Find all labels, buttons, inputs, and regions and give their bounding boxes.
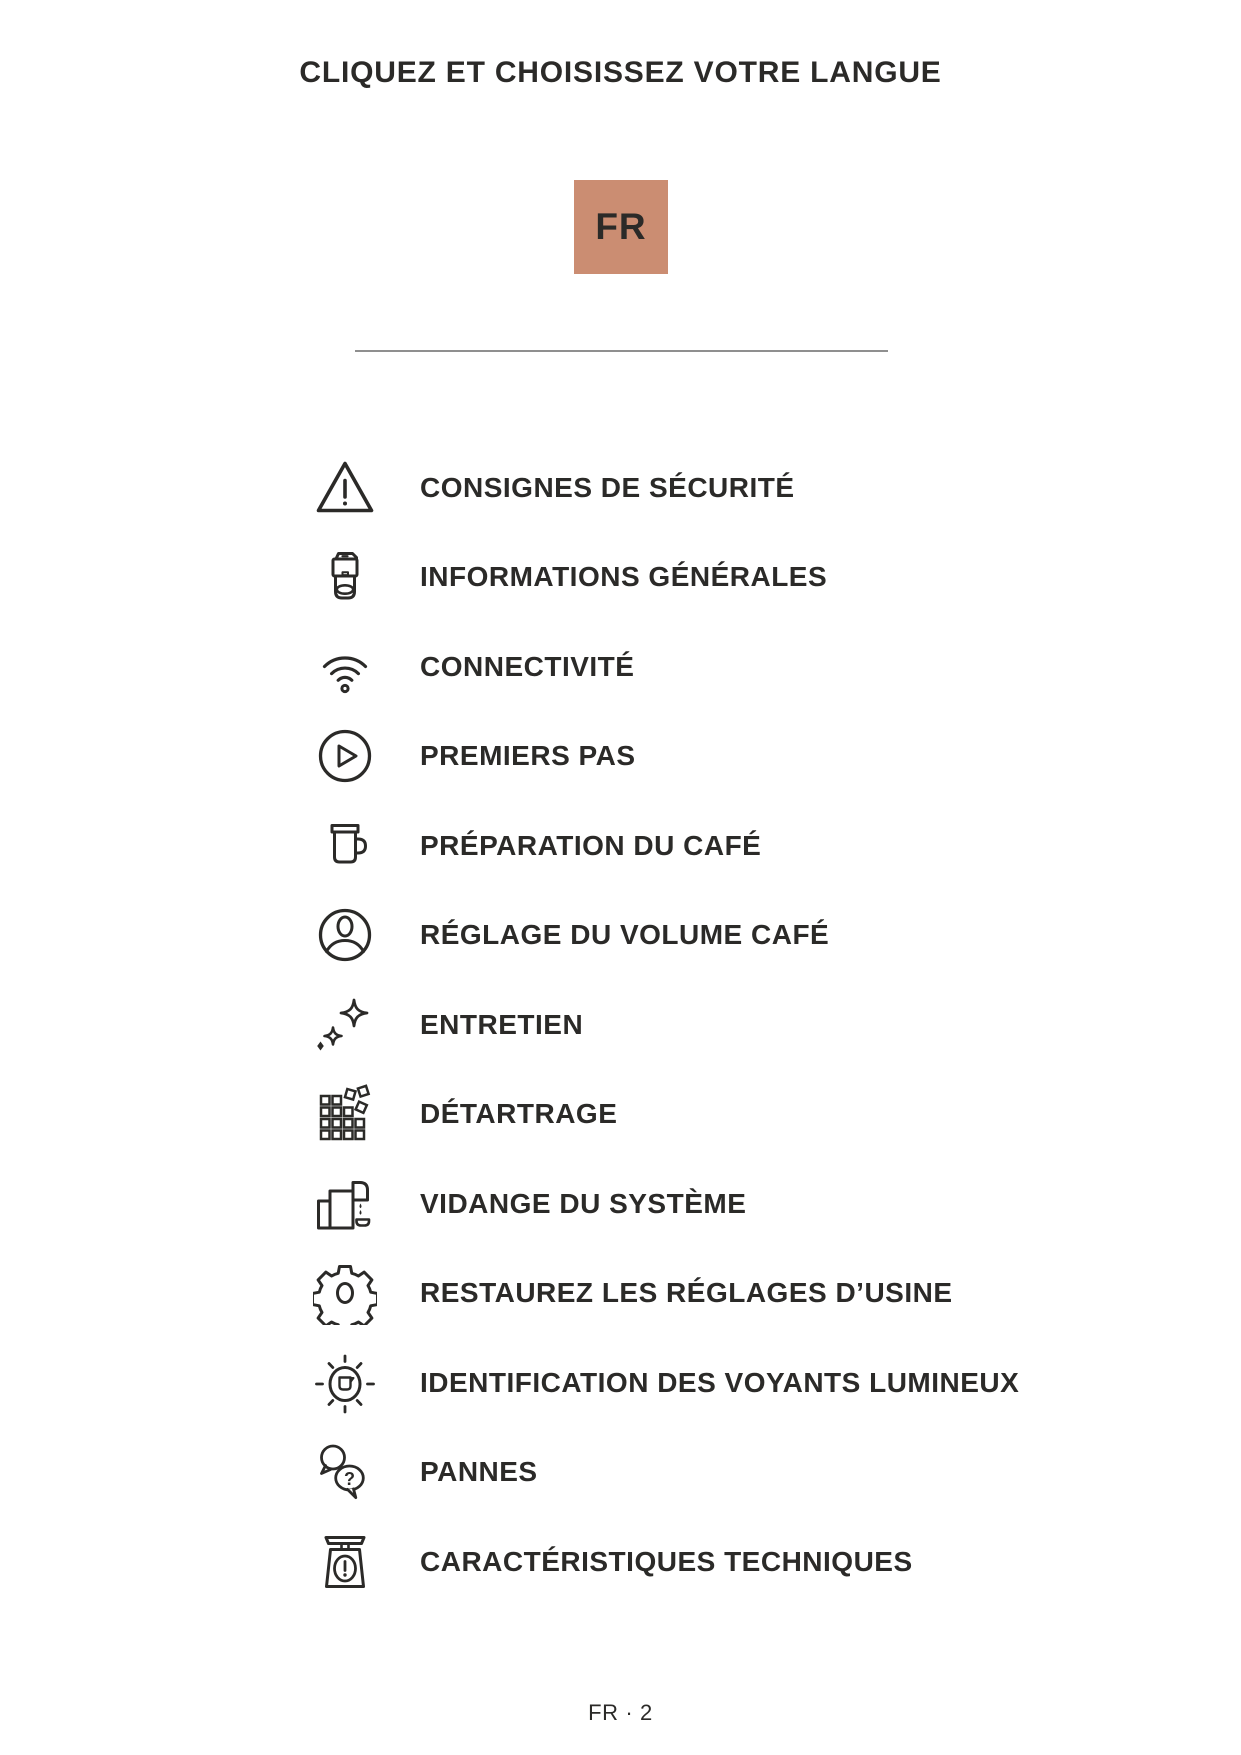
- toc-item-consignes-de-securite[interactable]: [313, 443, 1019, 533]
- toc-item-preparation-du-cafe[interactable]: [313, 801, 1019, 891]
- toc-item-entretien[interactable]: [313, 980, 1019, 1070]
- toc-item-connectivite[interactable]: [313, 622, 1019, 712]
- toc-item-label: RESTAUREZ LES RÉGLAGES D’USINE: [420, 1277, 953, 1309]
- toc-item-label: CARACTÉRISTIQUES TECHNIQUES: [420, 1545, 913, 1577]
- toc-item-label: INFORMATIONS GÉNÉRALES: [420, 561, 828, 593]
- page-title: CLIQUEZ ET CHOISISSEZ VOTRE LANGUE: [299, 56, 942, 89]
- user-circle-icon: [313, 903, 377, 967]
- divider-line: [355, 350, 888, 352]
- toc-item-label: RÉGLAGE DU VOLUME CAFÉ: [420, 919, 830, 951]
- toc-item-restaurez-les-reglages-d-usine[interactable]: [313, 1249, 1019, 1339]
- play-circle-icon: [313, 724, 377, 788]
- toc-item-premiers-pas[interactable]: [313, 712, 1019, 802]
- gear-icon: [313, 1261, 377, 1325]
- warning-triangle-icon: [313, 456, 377, 520]
- indicator-light-icon: [313, 1351, 377, 1415]
- mug-icon: [313, 814, 377, 878]
- toc-item-label: VIDANGE DU SYSTÈME: [420, 1187, 747, 1219]
- table-of-contents: [313, 443, 1019, 1607]
- toc-item-label: CONSIGNES DE SÉCURITÉ: [420, 471, 795, 503]
- toc-item-label: CONNECTIVITÉ: [420, 650, 635, 682]
- toc-item-informations-generales[interactable]: [313, 533, 1019, 623]
- toc-item-label: PRÉPARATION DU CAFÉ: [420, 829, 762, 861]
- coffee-machine-icon: [313, 545, 377, 609]
- language-button-fr[interactable]: FR: [574, 180, 668, 274]
- wifi-icon: [313, 635, 377, 699]
- page-number: FR · 2: [588, 1700, 653, 1725]
- sparkles-icon: [313, 993, 377, 1057]
- toc-item-identification-des-voyants-lumineux[interactable]: [313, 1338, 1019, 1428]
- drain-machine-icon: [313, 1172, 377, 1236]
- toc-item-caracteristiques-techniques[interactable]: [313, 1517, 1019, 1607]
- svg-text:?: ?: [344, 1469, 355, 1490]
- toc-item-vidange-du-systeme[interactable]: [313, 1159, 1019, 1249]
- toc-item-pannes[interactable]: [313, 1428, 1019, 1518]
- toc-item-label: DÉTARTRAGE: [420, 1098, 618, 1130]
- scale-flakes-icon: [313, 1082, 377, 1146]
- kitchen-scale-icon: [313, 1530, 377, 1594]
- toc-item-label: PANNES: [420, 1456, 538, 1488]
- toc-item-detartrage[interactable]: [313, 1070, 1019, 1160]
- toc-item-label: ENTRETIEN: [420, 1008, 584, 1040]
- speech-bubbles-icon: [313, 1440, 377, 1504]
- toc-item-label: PREMIERS PAS: [420, 740, 636, 772]
- toc-item-reglage-du-volume-cafe[interactable]: [313, 891, 1019, 981]
- toc-item-label: IDENTIFICATION DES VOYANTS LUMINEUX: [420, 1366, 1020, 1398]
